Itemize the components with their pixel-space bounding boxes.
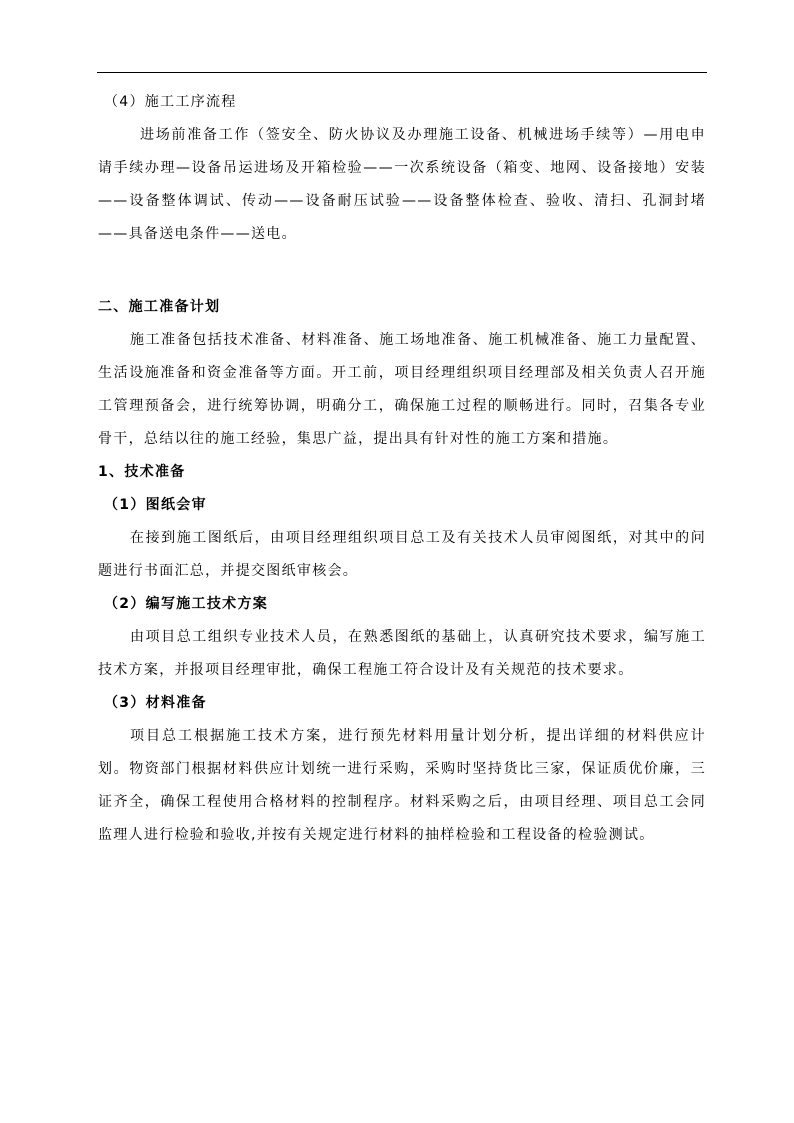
drawing-review-body: 在接到施工图纸后，由项目经理组织项目总工及有关技术人员审阅图纸，对其中的问题进行书面汇总，并提交图纸审核会。 bbox=[98, 530, 706, 579]
section-4-heading: （4）施工工序流程 bbox=[104, 94, 237, 110]
material-prep-heading: （3）材料准备 bbox=[104, 695, 207, 711]
header-rule bbox=[97, 72, 707, 73]
material-prep-body: 项目总工根据施工技术方案，进行预先材料用量计划分析，提出详细的材料供应计划。物资部门根据材料供应计划统一进行采购，采购时坚持货比三家，保证质优价廉，三证齐全，确保工程使用合格材料的控制程序。材料采购之后，由项目经理、项目总工会同监理人进行检验和验收,并按有关规定进行材料的抽样检验和工程设备的检验测试。 bbox=[98, 728, 706, 843]
chapter-2-heading: 二、施工准备计划 bbox=[98, 299, 221, 315]
tech-prep-heading: 1、技术准备 bbox=[98, 464, 186, 480]
tech-plan-heading: （2）编写施工技术方案 bbox=[104, 596, 269, 612]
drawing-review-heading: （1）图纸会审 bbox=[104, 497, 207, 513]
document-body bbox=[98, 86, 706, 852]
chapter-2-intro: 施工准备包括技术准备、材料准备、施工场地准备、施工机械准备、施工力量配置、生活设施准备和资金准备等方面。开工前，项目经理组织项目经理部及相关负责人召开施工管理预备会，进行统筹协调，明确分工，确保施工过程的顺畅进行。同时，召集各专业骨干，总结以往的施工经验，集思广益，提出具有针对性的施工方案和措施。 bbox=[98, 332, 706, 447]
section-4-body: 进场前准备工作（签安全、防火协议及办理施工设备、机械进场手续等）—用电申请手续办理—设备吊运进场及开箱检验——一次系统设备（箱变、地网、设备接地）安装——设备整体调试、传动——设备耐压试验——设备整体检查、验收、清扫、孔洞封堵——具备送电条件——送电。 bbox=[98, 127, 706, 242]
tech-plan-body: 由项目总工组织专业技术人员，在熟悉图纸的基础上，认真研究技术要求，编写施工技术方案，并报项目经理审批，确保工程施工符合设计及有关规范的技术要求。 bbox=[98, 629, 706, 678]
